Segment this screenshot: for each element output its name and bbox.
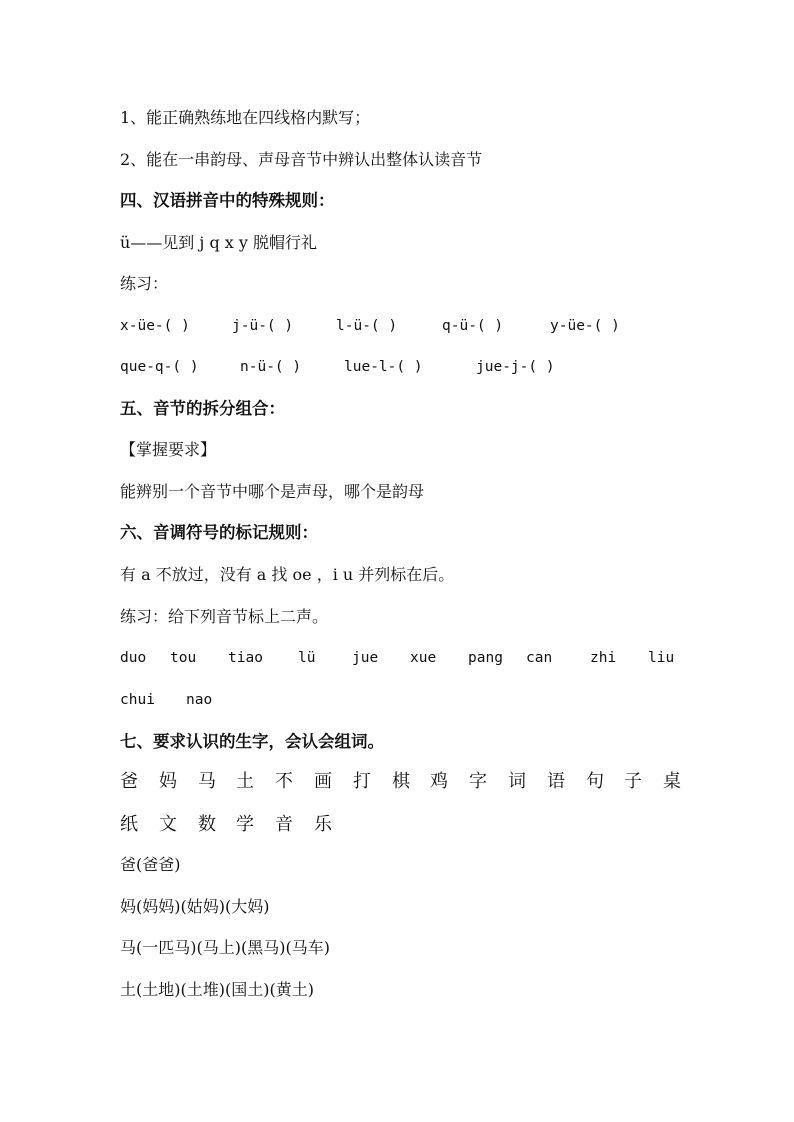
character: 画	[314, 771, 332, 792]
exercise-item: lue-l-( )	[344, 359, 423, 375]
character-row-2	[120, 815, 360, 839]
objective-2: 2、能在一串韵母、声母音节中辨认出整体认读音节	[120, 150, 483, 169]
exercise-item: j-ü-( )	[232, 318, 294, 334]
objective-1: 1、能正确熟练地在四线格内默写；	[120, 108, 371, 127]
character: 词	[508, 771, 526, 792]
character: 子	[624, 771, 642, 792]
syllable-row-2	[120, 690, 680, 710]
character: 桌	[663, 771, 681, 792]
character: 爸	[120, 771, 138, 792]
syllable: duo	[120, 650, 147, 666]
exercise-row-1	[120, 316, 680, 336]
section-heading-4: 四、汉语拼音中的特殊规则：	[120, 191, 335, 210]
syllable: jue	[352, 650, 379, 666]
character: 纸	[120, 814, 138, 835]
syllable: tiao	[228, 650, 263, 666]
exercise-item: q-ü-( )	[442, 318, 504, 334]
syllable: xue	[410, 650, 437, 666]
exercise-item: que-q-( )	[120, 359, 199, 375]
syllable: lü	[298, 650, 316, 666]
character: 土	[236, 771, 254, 792]
character: 句	[586, 771, 604, 792]
syllable: nao	[186, 692, 213, 708]
character: 文	[159, 814, 177, 835]
exercise-item: n-ü-( )	[240, 359, 302, 375]
character: 数	[198, 814, 216, 835]
character: 乐	[314, 814, 332, 835]
rule-u-text: ü——见到 j q x y 脱帽行礼	[120, 233, 318, 252]
exercise-item: jue-j-( )	[476, 359, 555, 375]
character: 不	[275, 771, 293, 792]
character: 妈	[159, 771, 177, 792]
character: 打	[353, 771, 371, 792]
section-heading-6: 六、音调符号的标记规则：	[120, 523, 318, 542]
word-group-tu: 土(土地)(土堆)(国土)(黄土)	[120, 980, 314, 999]
syllable: chui	[120, 692, 155, 708]
character-row-1	[120, 772, 690, 796]
syllable: can	[526, 650, 553, 666]
exercise-item: x-üe-( )	[120, 318, 190, 334]
section-heading-5: 五、音节的拆分组合：	[120, 399, 285, 418]
syllable: tou	[170, 650, 197, 666]
practice-label-1: 练习：	[120, 274, 169, 293]
distinguish-text: 能辨别一个音节中哪个是声母，哪个是韵母	[120, 482, 425, 501]
character: 音	[275, 814, 293, 835]
character: 学	[236, 814, 254, 835]
exercise-row-2	[120, 357, 680, 377]
character: 马	[198, 771, 216, 792]
word-group-ma-horse: 马(一匹马)(马上)(黑马)(马车)	[120, 938, 330, 957]
character: 字	[469, 771, 487, 792]
character: 棋	[392, 771, 410, 792]
exercise-item: l-ü-( )	[336, 318, 398, 334]
character: 语	[547, 771, 565, 792]
section-heading-7: 七、要求认识的生字，会认会组词。	[120, 732, 384, 751]
word-group-ma: 妈(妈妈)(姑妈)(大妈)	[120, 897, 270, 916]
syllable: zhi	[590, 650, 617, 666]
exercise-item: y-üe-( )	[550, 318, 620, 334]
syllable: liu	[648, 650, 675, 666]
character: 鸡	[430, 771, 448, 792]
word-group-ba: 爸(爸爸)	[120, 855, 181, 874]
syllable-row-1	[120, 648, 680, 668]
syllable: pang	[468, 650, 503, 666]
tone-rule-text: 有 a 不放过，没有 a 找 oe ，i u 并列标在后。	[120, 565, 455, 584]
practice-label-2: 练习：给下列音节标上二声。	[120, 607, 329, 626]
requirement-bracket: 【掌握要求】	[120, 440, 217, 459]
